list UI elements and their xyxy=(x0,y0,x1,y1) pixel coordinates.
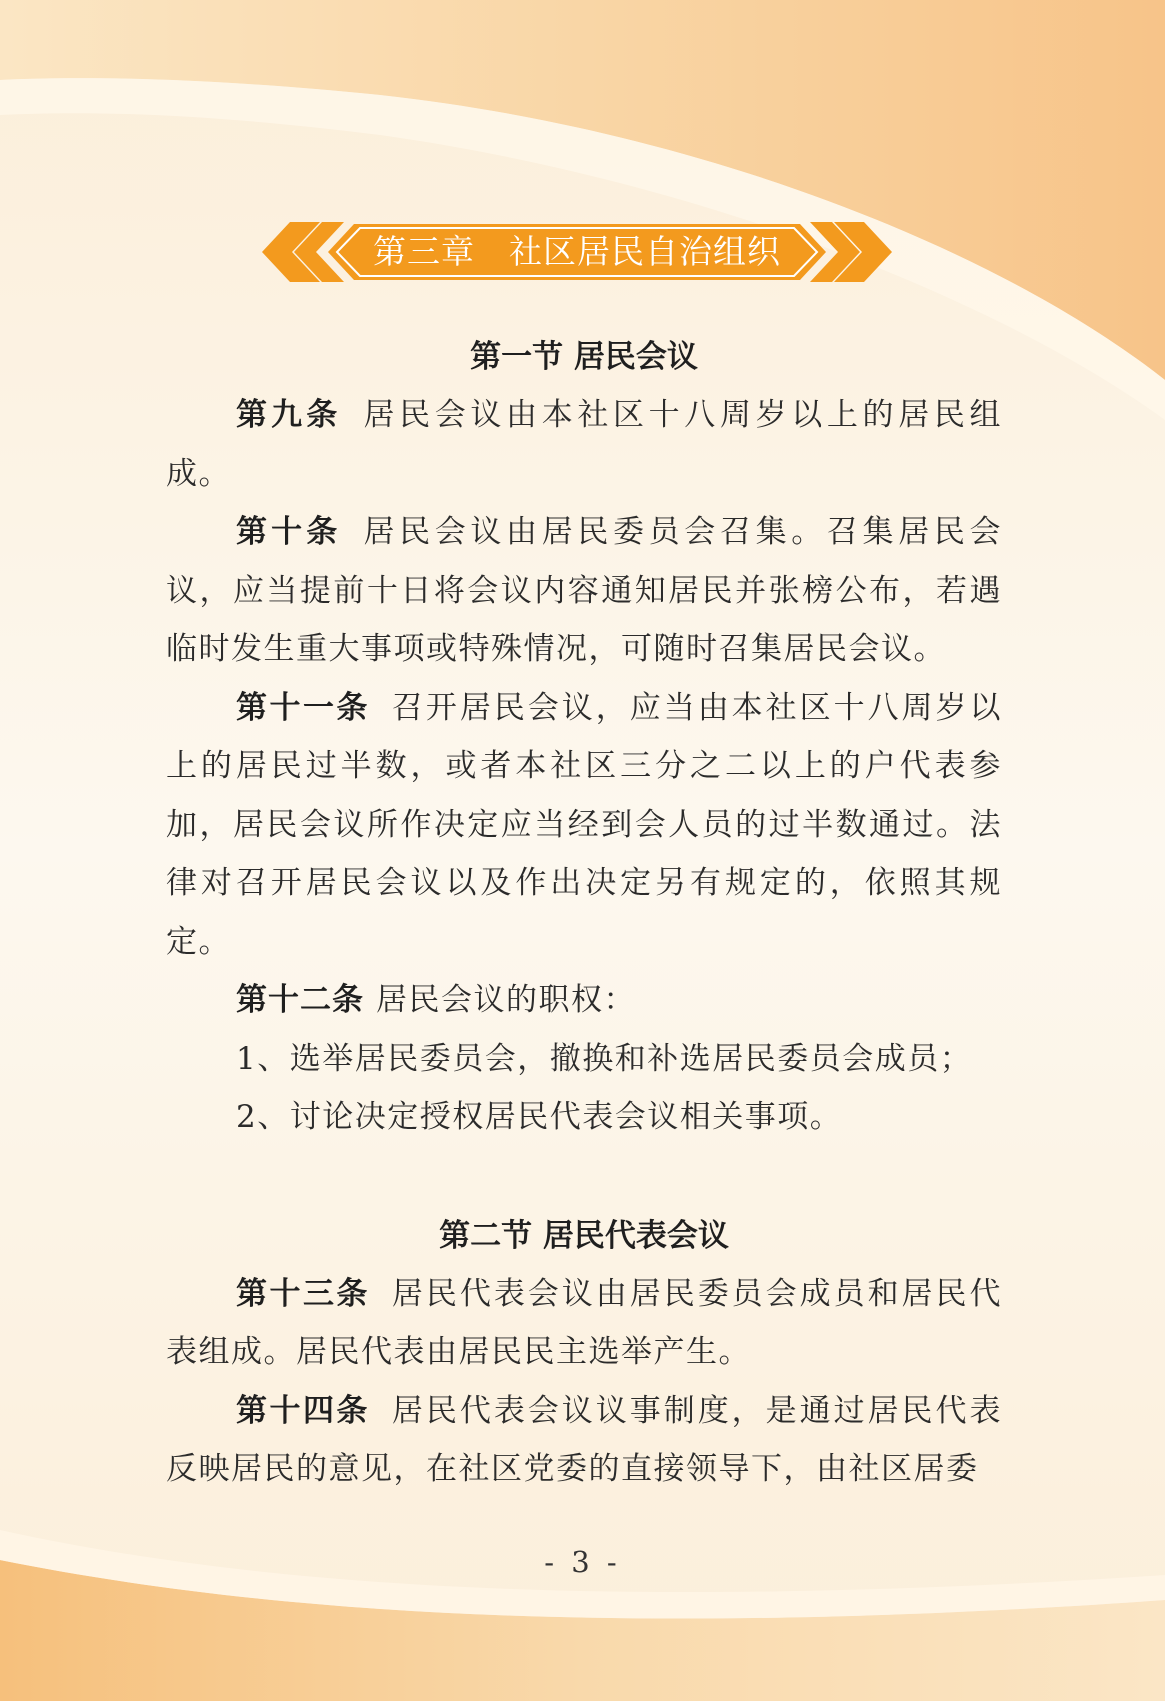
article-text: 居民会议由本社区十八周岁以上的居民组成。 xyxy=(166,397,1003,492)
article-text: 居民代表会议由居民委员会成员和居民代表组成。居民代表由居民民主选举产生。 xyxy=(166,1275,1002,1370)
list-item xyxy=(166,1088,1002,1147)
article-number: 第十四条 xyxy=(236,1392,370,1429)
article-number: 第十三条 xyxy=(236,1275,370,1312)
chapter-title: 第三章 社区居民自治组织 xyxy=(373,232,781,271)
article-number: 第十一条 xyxy=(236,689,370,726)
list-item-text: 1、选举居民委员会，撤换和补选居民委员会成员； xyxy=(236,1040,973,1077)
article-number: 第十条 xyxy=(236,514,342,550)
page-number: - 3 - xyxy=(544,1545,621,1579)
article-paragraph xyxy=(166,679,1002,972)
article-text: 居民代表会议议事制度，是通过居民代表反映居民的意见，在社区党委的直接领导下，由社区居委 xyxy=(166,1392,1002,1487)
article-paragraph xyxy=(166,503,1002,679)
article-paragraph xyxy=(166,386,1002,503)
article-paragraph xyxy=(166,971,1002,1030)
article-number: 第十二条 xyxy=(236,982,364,1018)
list-item xyxy=(166,1030,1002,1089)
article-text: 召开居民会议，应当由本社区十八周岁以上的居民过半数，或者本社区三分之二以上的户代表参加，居民会议所作决定应当经到会人员的过半数通过。法律对召开居民会议以及作出决定另有规定的，依照其规定。 xyxy=(166,689,1002,960)
article-number: 第九条 xyxy=(236,397,342,433)
article-paragraph xyxy=(166,1265,1002,1382)
document-body xyxy=(166,328,1002,1499)
section-heading: 第一节 居民会议 xyxy=(470,339,698,375)
article-paragraph xyxy=(166,1382,1002,1499)
article-text: 居民会议由居民委员会召集。召集居民会议，应当提前十日将会议内容通知居民并张榜公布，若遇临时发生重大事项或特殊情况，可随时召集居民会议。 xyxy=(166,514,1003,667)
section-heading: 第二节 居民代表会议 xyxy=(439,1217,729,1254)
list-item-text: 2、讨论决定授权居民代表会议相关事项。 xyxy=(236,1099,843,1135)
article-text: 居民会议的职权： xyxy=(376,982,636,1018)
chapter-banner xyxy=(262,222,892,282)
